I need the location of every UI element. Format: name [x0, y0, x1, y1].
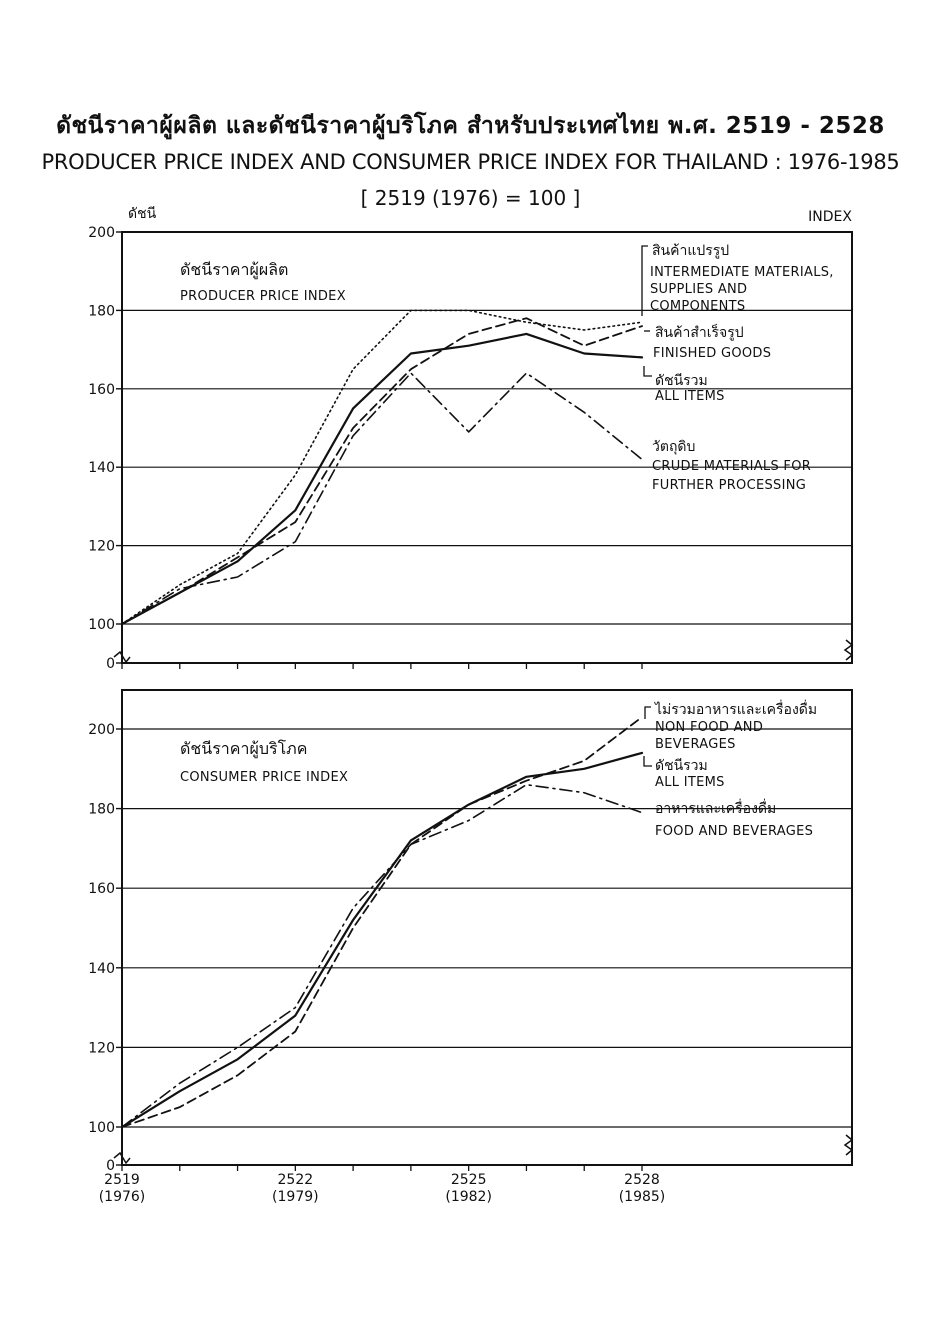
panel2-title-thai: ดัชนีราคาผู้บริโภค [180, 739, 308, 758]
p1-s0-label-line3: COMPONENTS [650, 299, 746, 314]
y-tick-label: 160 [88, 881, 115, 898]
x-tick-label-ce: (1985) [618, 1189, 666, 1205]
y-tick-label: 180 [88, 801, 115, 818]
y-tick-label: 140 [88, 960, 115, 977]
p2-s2-label: FOOD AND BEVERAGES [655, 824, 814, 839]
p2-s1-label: ALL ITEMS [655, 775, 725, 790]
y-tick-label: 180 [88, 303, 115, 320]
p1-s2-leader [644, 366, 652, 376]
p2-s0-leader [645, 707, 651, 719]
y-tick-label: 200 [88, 722, 115, 738]
y-tick-label: 160 [88, 381, 115, 398]
p1-s0-label-line1: INTERMEDIATE MATERIALS, [650, 265, 834, 280]
panel1-axis-break-right [845, 640, 852, 660]
x-tick-label-ce: (1976) [98, 1189, 146, 1205]
x-tick-label-ce: (1979) [272, 1189, 319, 1205]
x-tick-label-year: 2528 [624, 1172, 660, 1188]
p1-s1-label-thai: สินค้าสำเร็จรูป [655, 325, 744, 341]
x-tick-label-year: 2519 [104, 1172, 140, 1188]
panel2-frame [122, 690, 852, 1165]
y-tick-label: 100 [88, 1120, 115, 1136]
p1-s1-label: FINISHED GOODS [653, 346, 772, 361]
base-note: [ 2519 (1976) = 100 ] [360, 186, 581, 210]
p2-s0-label-thai: ไม่รวมอาหารและเครื่องดื่ม [655, 702, 818, 718]
x-tick-label-ce: (1982) [445, 1189, 492, 1205]
y-tick-label: 120 [88, 1040, 115, 1057]
y-tick-label: 140 [88, 460, 115, 477]
panel1-title-thai: ดัชนีราคาผู้ผลิต [180, 260, 289, 279]
p1-s0-leader [642, 246, 648, 316]
p1-s3-label-thai: วัตถุดิบ [652, 439, 696, 455]
p2-s0-label-line2: BEVERAGES [655, 737, 736, 752]
series-line-dashdot-2 [122, 785, 642, 1127]
y-tick-label: 200 [88, 225, 115, 241]
series-line-solid-2 [122, 334, 642, 624]
p2-s1-leader [644, 756, 652, 766]
p2-s0-label-line1: NON FOOD AND [655, 720, 764, 735]
p1-s2-label-thai: ดัชนีรวม [655, 373, 708, 389]
y-tick-label: 0 [106, 1158, 115, 1174]
panel2-title: CONSUMER PRICE INDEX [180, 770, 349, 785]
consumer-price-panel [88, 690, 852, 1205]
p1-s2-label: ALL ITEMS [655, 389, 725, 404]
p1-s0-label-thai: สินค้าแปรรูป [652, 243, 730, 259]
panel2-axis-break-right [845, 1135, 852, 1155]
p2-s2-label-thai: อาหารและเครื่องดื่ม [655, 801, 777, 817]
p1-s3-label-line2: FURTHER PROCESSING [652, 478, 807, 493]
y-tick-label: 0 [106, 656, 115, 672]
x-tick-label-year: 2525 [450, 1172, 487, 1188]
x-tick-label-year: 2522 [277, 1172, 314, 1188]
panel1-title: PRODUCER PRICE INDEX [180, 289, 346, 304]
p2-s1-label-thai: ดัชนีรวม [655, 758, 708, 774]
p1-s3-label-line1: CRUDE MATERIALS FOR [652, 459, 812, 474]
y-tick-label: 120 [88, 538, 115, 555]
panel1-unit-thai: ดัชนี [128, 206, 157, 222]
p1-s0-label-line2: SUPPLIES AND [650, 282, 748, 297]
series-line-dashed-1 [122, 318, 642, 624]
panel1-unit-english: INDEX [808, 209, 852, 225]
y-tick-label: 100 [88, 617, 115, 633]
title-english: PRODUCER PRICE INDEX AND CONSUMER PRICE INDEX FOR THAILAND : 1976-1985 [41, 150, 900, 174]
series-line-dashdot-3 [122, 373, 642, 624]
producer-price-panel [88, 206, 852, 672]
title-thai: ดัชนีราคาผู้ผลิต และดัชนีราคาผู้บริโภค สำหรับประเทศไทย พ.ศ. 2519 - 2528 [56, 113, 885, 139]
